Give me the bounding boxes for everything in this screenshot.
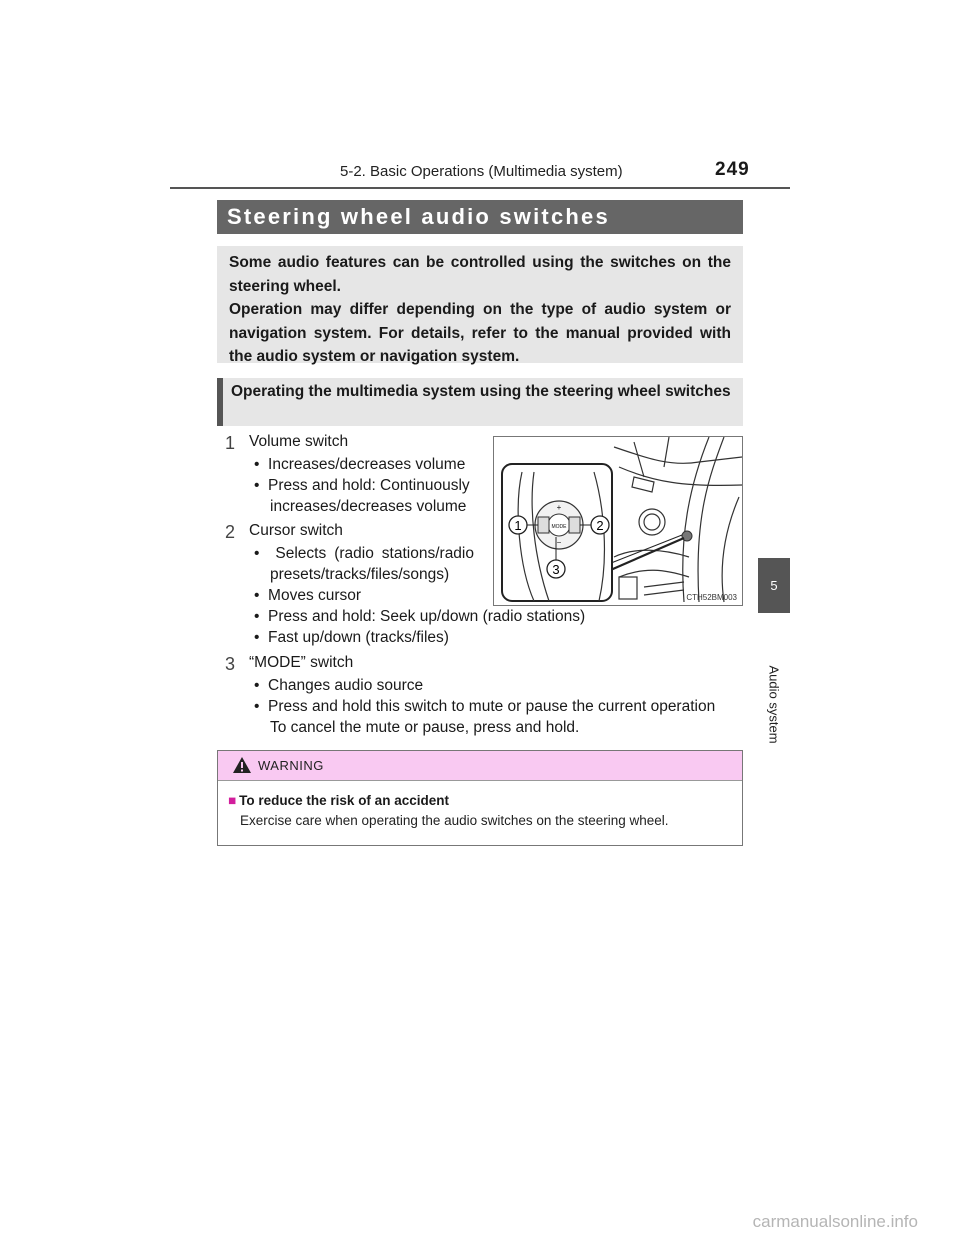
bullet-continuation: presets/tracks/files/songs) — [270, 566, 450, 583]
svg-text:−: − — [556, 538, 562, 547]
bullet-item: • Increases/decreases volume — [254, 456, 466, 473]
intro-paragraph: Some audio features can be controlled using the switches on the steering wheel. — [229, 254, 731, 295]
item-number: 1 — [225, 433, 236, 453]
intro-box — [217, 246, 743, 363]
warning-triangle-icon — [232, 756, 252, 774]
warning-header — [218, 751, 742, 781]
watermark: carmanualsonline.info — [752, 1212, 918, 1231]
warning-box — [217, 750, 743, 846]
bullet-continuation: increases/decreases volume — [270, 498, 467, 515]
svg-text:+: + — [556, 503, 562, 512]
bullet-item: • Moves cursor — [254, 587, 362, 604]
warning-title: ■ To reduce the risk of an accident — [228, 793, 449, 808]
mode-button-label: MODE — [551, 524, 567, 530]
bullet-item: • Press and hold: Seek up/down (radio stations) — [254, 608, 586, 625]
item-title: Volume switch — [249, 433, 349, 450]
figure-code: CTH52BM003 — [686, 593, 737, 602]
steering-wheel-illustration — [494, 437, 743, 606]
page-number: 249 — [715, 159, 750, 180]
section-title: Steering wheel audio switches — [217, 200, 743, 234]
steering-wheel-figure — [493, 436, 743, 606]
warning-text: Exercise care when operating the audio switches on the steering wheel. — [240, 813, 669, 828]
bullet-item: • Selects (radio stations/radio — [254, 545, 474, 562]
header-rule — [170, 187, 790, 189]
item-number: 2 — [225, 522, 236, 542]
chapter-label: Audio system — [766, 665, 782, 744]
square-bullet-icon: ■ — [228, 793, 237, 808]
callout-number: 1 — [514, 518, 522, 533]
chapter-tab — [758, 558, 790, 613]
callout-number: 3 — [552, 562, 560, 577]
bullet-item: • Press and hold this switch to mute or pause the current operation — [254, 698, 716, 715]
bullet-continuation: To cancel the mute or pause, press and hold. — [270, 719, 580, 736]
item-title: Cursor switch — [249, 522, 343, 539]
chapter-number: 5 — [770, 578, 778, 593]
warning-label: WARNING — [258, 758, 324, 773]
item-number: 3 — [225, 654, 236, 674]
intro-paragraph: Operation may differ depending on the type of audio system or navigation system. For details, refer to the manual provided with the audio system or navigation system. — [229, 301, 731, 365]
callout-number: 2 — [596, 518, 604, 533]
header-section-title: 5-2. Basic Operations (Multimedia system) — [340, 163, 623, 180]
bullet-item: • Press and hold: Continuously — [254, 477, 470, 494]
item-title: “MODE” switch — [249, 654, 354, 671]
bullet-item: • Fast up/down (tracks/files) — [254, 629, 449, 646]
subheading: Operating the multimedia system using the steering wheel switches — [217, 378, 743, 426]
bullet-item: • Changes audio source — [254, 677, 424, 694]
